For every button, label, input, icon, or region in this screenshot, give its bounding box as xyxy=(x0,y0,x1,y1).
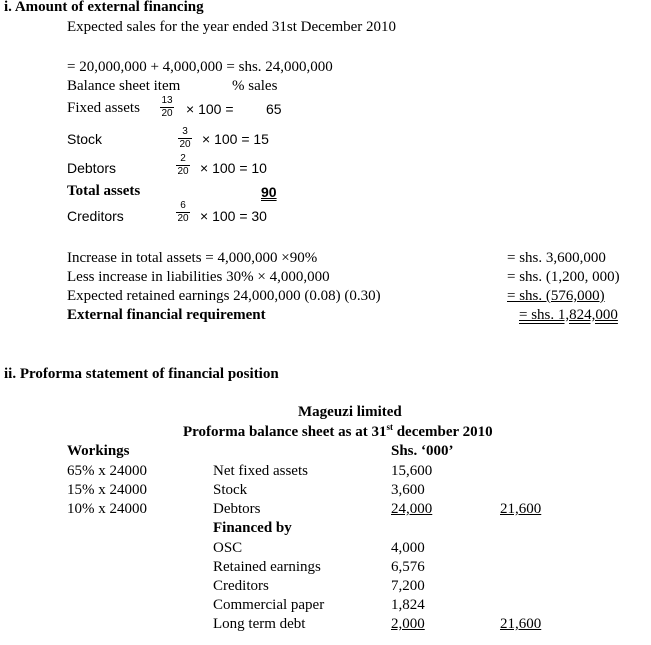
asset-amount: 3,600 xyxy=(391,482,425,498)
section-1-heading: i. Amount of external financing xyxy=(4,0,204,15)
fraction-denominator: 20 xyxy=(177,166,189,177)
table-header-pct: % sales xyxy=(232,78,278,94)
item-label-debtors: Debtors xyxy=(67,160,117,176)
liability-amount: 1,824 xyxy=(391,597,425,613)
liability-label: Creditors xyxy=(213,578,269,594)
formula-stock: × 100 = 15 xyxy=(202,131,269,147)
liability-amount: 4,000 xyxy=(391,540,425,556)
calc-line-text: External financial requirement xyxy=(67,307,266,323)
calc-line-value: = shs. (576,000) xyxy=(507,288,605,304)
formula-fixed-assets: × 100 = xyxy=(186,101,234,117)
fraction-fixed-assets xyxy=(160,96,174,119)
title-text: Proforma balance sheet as at 31 xyxy=(183,424,387,440)
fraction-stock xyxy=(178,127,192,150)
formula-debtors: × 100 = 10 xyxy=(200,160,267,176)
fraction-denominator: 20 xyxy=(161,108,173,119)
working-item: 65% x 24000 xyxy=(67,463,147,479)
fraction-creditors xyxy=(176,201,190,224)
item-label-fixed-assets: Fixed assets xyxy=(67,100,140,116)
calc-line-value: = shs. (1,200, 000) xyxy=(507,269,620,285)
asset-amount: 15,600 xyxy=(391,463,433,479)
calc-line-value: = shs. 3,600,000 xyxy=(507,250,606,266)
expected-sales-subheading: Expected sales for the year ended 31st December 2010 xyxy=(67,19,397,35)
asset-label: Net fixed assets xyxy=(213,463,308,479)
assets-total: 21,600 xyxy=(500,501,542,517)
working-item: 15% x 24000 xyxy=(67,482,147,498)
calc-line-text: Expected retained earnings 24,000,000 (0.08) (0.30) xyxy=(67,288,381,304)
liability-amount: 7,200 xyxy=(391,578,425,594)
title-superscript: st xyxy=(386,422,393,432)
liability-label: OSC xyxy=(213,540,243,556)
balance-sheet-title xyxy=(183,424,493,441)
fraction-numerator: 6 xyxy=(176,201,190,213)
asset-label: Stock xyxy=(213,482,248,498)
asset-amount: 24,000 xyxy=(391,501,433,517)
liability-label: Long term debt xyxy=(213,616,306,632)
formula-creditors: × 100 = 30 xyxy=(200,208,267,224)
result-fixed-assets: 65 xyxy=(266,101,282,117)
result-total-assets: 90 xyxy=(261,184,277,200)
item-label-stock: Stock xyxy=(67,131,103,147)
calc-line-text: Increase in total assets = 4,000,000 ×90% xyxy=(67,250,318,266)
company-name: Mageuzi limited xyxy=(298,404,402,420)
liability-amount: 2,000 xyxy=(391,616,425,632)
liability-label: Commercial paper xyxy=(213,597,325,613)
financed-by-label: Financed by xyxy=(213,520,292,536)
item-label-total-assets: Total assets xyxy=(67,183,141,199)
title-text-end: december 2010 xyxy=(392,424,493,440)
workings-label: Workings xyxy=(67,443,130,459)
fraction-denominator: 20 xyxy=(177,213,189,224)
fraction-denominator: 20 xyxy=(179,139,191,150)
liability-amount: 6,576 xyxy=(391,559,425,575)
fraction-debtors xyxy=(176,154,190,177)
currency-header: Shs. ‘000’ xyxy=(391,443,454,459)
liabilities-total: 21,600 xyxy=(500,616,542,632)
asset-label: Debtors xyxy=(213,501,261,517)
section-2-heading: ii. Proforma statement of financial position xyxy=(4,366,279,382)
fraction-numerator: 13 xyxy=(161,95,173,106)
sales-calculation: = 20,000,000 + 4,000,000 = shs. 24,000,000 xyxy=(67,59,333,75)
calc-line-text: Less increase in liabilities 30% × 4,000,000 xyxy=(67,269,330,285)
liability-label: Retained earnings xyxy=(213,559,321,575)
item-label-creditors: Creditors xyxy=(67,208,124,224)
fraction-numerator: 2 xyxy=(176,154,190,166)
fraction-numerator: 3 xyxy=(178,127,192,139)
table-header-item: Balance sheet item xyxy=(67,78,181,94)
external-financial-requirement-value: = shs. 1,824,000 xyxy=(519,307,618,323)
working-item: 10% x 24000 xyxy=(67,501,147,517)
